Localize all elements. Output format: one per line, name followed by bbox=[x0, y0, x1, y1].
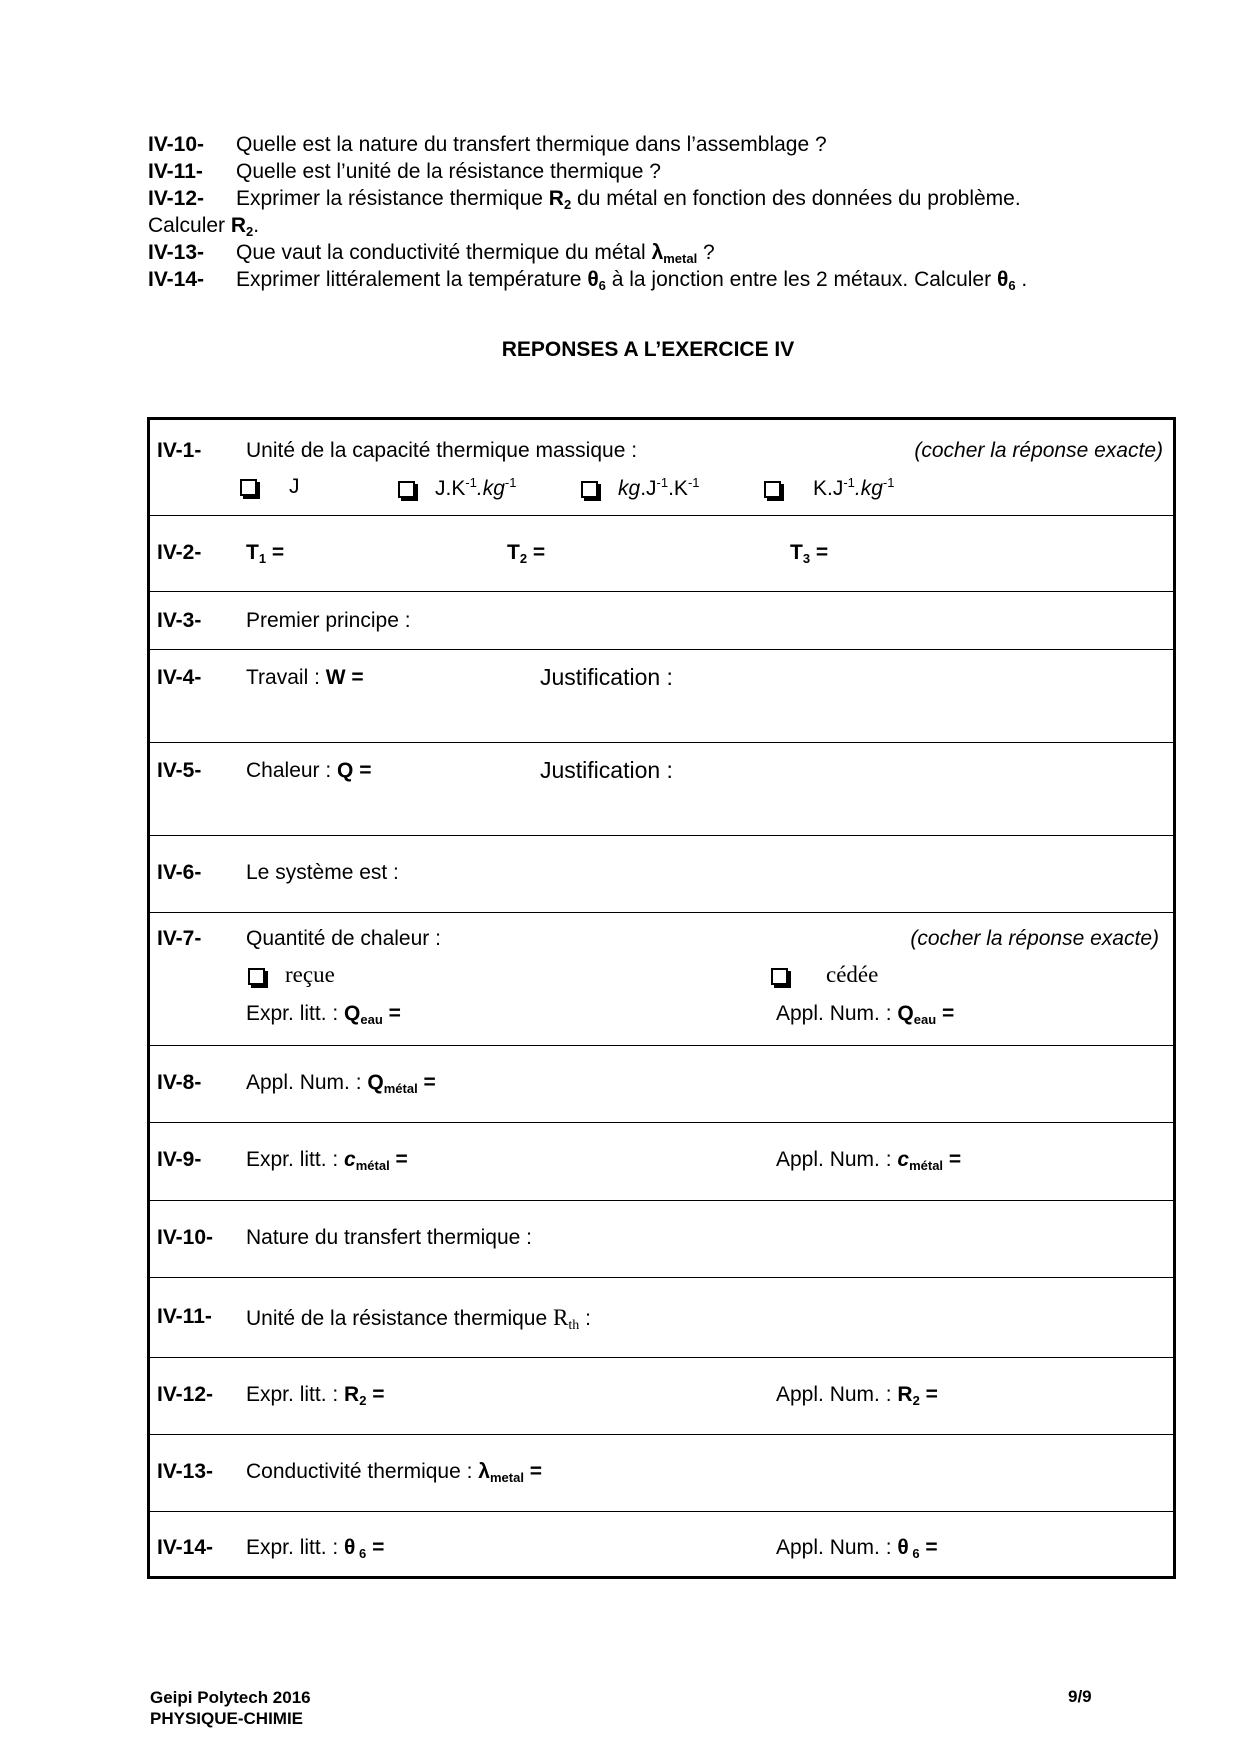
row-label: IV-11- bbox=[157, 1305, 212, 1328]
row-label: IV-2- bbox=[157, 541, 202, 564]
checkbox-icon bbox=[581, 481, 598, 498]
exponent: -1 bbox=[465, 475, 477, 490]
page-number: 9/9 bbox=[1068, 1687, 1092, 1706]
appl-field[interactable] bbox=[776, 1002, 954, 1027]
unit-part: .kg bbox=[476, 477, 505, 500]
row-label: IV-4- bbox=[157, 666, 202, 689]
equals: = bbox=[382, 1002, 401, 1025]
subscript: métal bbox=[909, 1158, 944, 1173]
question-iv-10 bbox=[148, 131, 827, 158]
instruction-hint: (cocher la réponse exacte) bbox=[914, 439, 1163, 462]
answer-row-iv-5[interactable] bbox=[150, 742, 1173, 836]
appl-field[interactable] bbox=[776, 1383, 938, 1408]
row-label: IV-6- bbox=[157, 861, 202, 884]
question-number: IV-12- bbox=[148, 187, 205, 210]
expr-field[interactable] bbox=[246, 1002, 401, 1027]
exponent: -1 bbox=[687, 475, 700, 490]
question-text: Exprimer la résistance thermique bbox=[236, 187, 549, 210]
row-text: Quantité de chaleur : bbox=[246, 927, 441, 950]
answer-row-iv-2 bbox=[150, 515, 1173, 592]
row-text: Le système est : bbox=[246, 861, 399, 884]
theta-symbol: θ bbox=[587, 268, 599, 291]
var: Q bbox=[367, 1071, 384, 1094]
footer-exam-name: Geipi Polytech 2016 bbox=[150, 1688, 311, 1707]
text: Appl. Num. : bbox=[246, 1071, 368, 1094]
subscript: th bbox=[568, 1318, 580, 1333]
unit-part: kg bbox=[618, 477, 641, 500]
equals: = bbox=[936, 1002, 955, 1025]
question-text: Que vaut la conductivité thermique du métal bbox=[236, 241, 652, 264]
subscript: eau bbox=[360, 1012, 383, 1027]
var: T bbox=[790, 541, 803, 564]
unit-part: K.J bbox=[813, 477, 844, 500]
row-text: Nature du transfert thermique : bbox=[246, 1226, 532, 1249]
row-label: IV-5- bbox=[157, 759, 202, 782]
text: Unité de la résistance thermique bbox=[246, 1307, 553, 1330]
row-label: IV-1- bbox=[157, 439, 202, 462]
option-label: J bbox=[289, 475, 300, 498]
answer-row-iv-8[interactable] bbox=[150, 1045, 1173, 1123]
question-iv-12 bbox=[148, 185, 1021, 218]
theta-subscript: 6 bbox=[1008, 278, 1016, 293]
option-label bbox=[618, 477, 700, 500]
answer-row-iv-10[interactable] bbox=[150, 1200, 1173, 1278]
var: λ bbox=[478, 1460, 490, 1483]
option-kj-kg[interactable] bbox=[764, 475, 894, 501]
question-text: Calculer bbox=[148, 214, 231, 237]
option-kg-jk[interactable] bbox=[581, 475, 700, 501]
equals: = bbox=[810, 541, 829, 564]
row-label: IV-7- bbox=[157, 927, 202, 950]
theta-symbol: θ bbox=[996, 268, 1009, 291]
expr-field[interactable] bbox=[246, 1383, 385, 1408]
equals: = bbox=[527, 541, 546, 564]
t2-field[interactable] bbox=[507, 541, 545, 566]
checkbox-icon bbox=[248, 968, 265, 985]
var: W = bbox=[325, 666, 364, 689]
subscript: métal bbox=[383, 1081, 418, 1096]
option-cedee[interactable] bbox=[771, 962, 878, 988]
question-iv-14 bbox=[148, 266, 1027, 299]
expr-field[interactable] bbox=[246, 1536, 384, 1561]
justification-label: Justification : bbox=[540, 757, 673, 783]
text: Expr. litt. : bbox=[246, 1536, 345, 1559]
appl-field[interactable] bbox=[776, 1148, 961, 1173]
answer-row-iv-12 bbox=[150, 1357, 1173, 1435]
r2-symbol: R bbox=[230, 214, 247, 237]
subscript: 2 bbox=[912, 1393, 920, 1408]
text: Appl. Num. : bbox=[776, 1383, 898, 1406]
subscript: 6 bbox=[355, 1546, 367, 1561]
justification-label: Justification : bbox=[540, 664, 673, 690]
r2-symbol: R bbox=[548, 187, 564, 210]
answer-row-iv-14 bbox=[150, 1511, 1173, 1579]
text: Travail : bbox=[246, 666, 326, 689]
unit-part: .kg bbox=[854, 477, 883, 500]
appl-field[interactable] bbox=[776, 1536, 938, 1561]
var: Q = bbox=[337, 759, 372, 782]
unit-part: J.K bbox=[435, 477, 466, 500]
text: Conductivité thermique : bbox=[246, 1460, 479, 1483]
appl-field bbox=[246, 1071, 436, 1096]
question-text: Quelle est la nature du transfert thermique dans l’assemblage ? bbox=[236, 133, 827, 156]
text: Appl. Num. : bbox=[776, 1148, 898, 1171]
var: c bbox=[344, 1148, 356, 1171]
row-text bbox=[246, 666, 364, 690]
equals: = bbox=[919, 1536, 938, 1559]
option-label: reçue bbox=[285, 962, 335, 987]
row-text bbox=[246, 1460, 542, 1485]
colon: : bbox=[579, 1307, 591, 1330]
option-label: cédée bbox=[826, 962, 879, 987]
row-label: IV-8- bbox=[157, 1071, 202, 1094]
equals: = bbox=[366, 1383, 385, 1406]
lambda-symbol: λ bbox=[651, 241, 664, 264]
theta-subscript: 6 bbox=[598, 278, 606, 293]
answer-row-iv-3[interactable] bbox=[150, 591, 1173, 650]
question-number: IV-11- bbox=[148, 160, 203, 183]
checkbox-icon bbox=[398, 481, 415, 498]
unit-part: .K bbox=[668, 477, 688, 500]
answer-row-iv-1 bbox=[150, 420, 1173, 516]
row-text bbox=[246, 1305, 591, 1334]
text: Chaleur : bbox=[246, 759, 338, 782]
checkbox-icon bbox=[764, 481, 781, 498]
var: Q bbox=[897, 1002, 914, 1025]
row-text bbox=[246, 759, 371, 783]
instruction-hint: (cocher la réponse exacte) bbox=[910, 927, 1159, 950]
row-label: IV-9- bbox=[157, 1148, 202, 1171]
exponent: -1 bbox=[843, 475, 855, 490]
subscript: métal bbox=[355, 1158, 390, 1173]
equals: = bbox=[366, 1536, 385, 1559]
subscript: 1 bbox=[258, 551, 267, 566]
equals: = bbox=[919, 1383, 938, 1406]
expr-field[interactable] bbox=[246, 1148, 408, 1173]
checkbox-icon bbox=[240, 479, 257, 496]
answer-row-iv-7 bbox=[150, 912, 1173, 1046]
equals: = bbox=[266, 541, 285, 564]
option-recue[interactable] bbox=[248, 962, 335, 988]
answer-row-iv-11[interactable] bbox=[150, 1277, 1173, 1358]
question-number: IV-13- bbox=[148, 241, 205, 264]
lambda-subscript: metal bbox=[663, 251, 698, 266]
checkbox-icon bbox=[771, 968, 788, 985]
row-label: IV-14- bbox=[157, 1536, 214, 1559]
unit-part: .J bbox=[640, 477, 657, 500]
text: Appl. Num. : bbox=[776, 1536, 898, 1559]
row-text: Unité de la capacité thermique massique : bbox=[246, 439, 638, 462]
answer-row-iv-13[interactable] bbox=[150, 1434, 1173, 1512]
footer-subject: PHYSIQUE-CHIMIE bbox=[150, 1709, 304, 1728]
equals: = bbox=[417, 1071, 436, 1094]
r2-subscript: 2 bbox=[246, 224, 254, 239]
var: θ bbox=[897, 1536, 909, 1559]
var: R bbox=[344, 1383, 360, 1406]
equals: = bbox=[523, 1460, 543, 1483]
question-text: Quelle est l’unité de la résistance thermique ? bbox=[236, 160, 661, 183]
var: R bbox=[553, 1305, 569, 1330]
row-label: IV-3- bbox=[157, 609, 202, 632]
t3-field[interactable] bbox=[790, 541, 828, 566]
section-heading: REPONSES A L’EXERCICE IV bbox=[501, 338, 795, 361]
text: Expr. litt. : bbox=[246, 1002, 345, 1025]
question-text-cont: à la jonction entre les 2 métaux. Calculer bbox=[605, 268, 997, 291]
var: T bbox=[507, 541, 520, 564]
answer-row-iv-9 bbox=[150, 1122, 1173, 1201]
subscript: eau bbox=[913, 1012, 937, 1027]
question-number: IV-14- bbox=[148, 268, 205, 291]
question-text: Exprimer littéralement la température bbox=[236, 268, 588, 291]
option-jk-kg[interactable] bbox=[398, 475, 516, 501]
row-text: Premier principe : bbox=[246, 609, 411, 632]
text: Expr. litt. : bbox=[246, 1383, 345, 1406]
question-mark: ? bbox=[697, 241, 715, 264]
answer-table bbox=[147, 417, 1176, 1579]
exponent: -1 bbox=[656, 475, 669, 490]
text: Appl. Num. : bbox=[776, 1002, 898, 1025]
t1-field[interactable] bbox=[246, 541, 284, 566]
row-label: IV-13- bbox=[157, 1460, 214, 1483]
exponent: -1 bbox=[882, 475, 895, 490]
exponent: -1 bbox=[504, 475, 517, 490]
option-label bbox=[435, 477, 516, 500]
option-label bbox=[813, 477, 894, 500]
option-j[interactable] bbox=[240, 475, 300, 499]
period: . bbox=[253, 214, 260, 237]
answer-row-iv-4[interactable] bbox=[150, 649, 1173, 743]
question-iv-11 bbox=[148, 158, 661, 185]
row-label: IV-10- bbox=[157, 1226, 214, 1249]
var: T bbox=[246, 541, 259, 564]
footer-left bbox=[150, 1687, 311, 1729]
question-text-cont: du métal en fonction des données du problème. bbox=[571, 187, 1021, 210]
var: Q bbox=[344, 1002, 361, 1025]
subscript: 2 bbox=[359, 1393, 367, 1408]
subscript: 2 bbox=[519, 551, 528, 566]
var: c bbox=[897, 1148, 910, 1171]
subscript: metal bbox=[489, 1470, 524, 1485]
equals: = bbox=[389, 1148, 408, 1171]
var: R bbox=[897, 1383, 913, 1406]
subscript: 3 bbox=[802, 551, 811, 566]
question-number: IV-10- bbox=[148, 133, 205, 156]
subscript: 6 bbox=[908, 1546, 920, 1561]
text: Expr. litt. : bbox=[246, 1148, 345, 1171]
answer-row-iv-6[interactable] bbox=[150, 835, 1173, 913]
equals: = bbox=[943, 1148, 962, 1171]
row-label: IV-12- bbox=[157, 1383, 214, 1406]
r2-subscript: 2 bbox=[563, 197, 572, 212]
period: . bbox=[1015, 268, 1028, 291]
var: θ bbox=[344, 1536, 356, 1559]
